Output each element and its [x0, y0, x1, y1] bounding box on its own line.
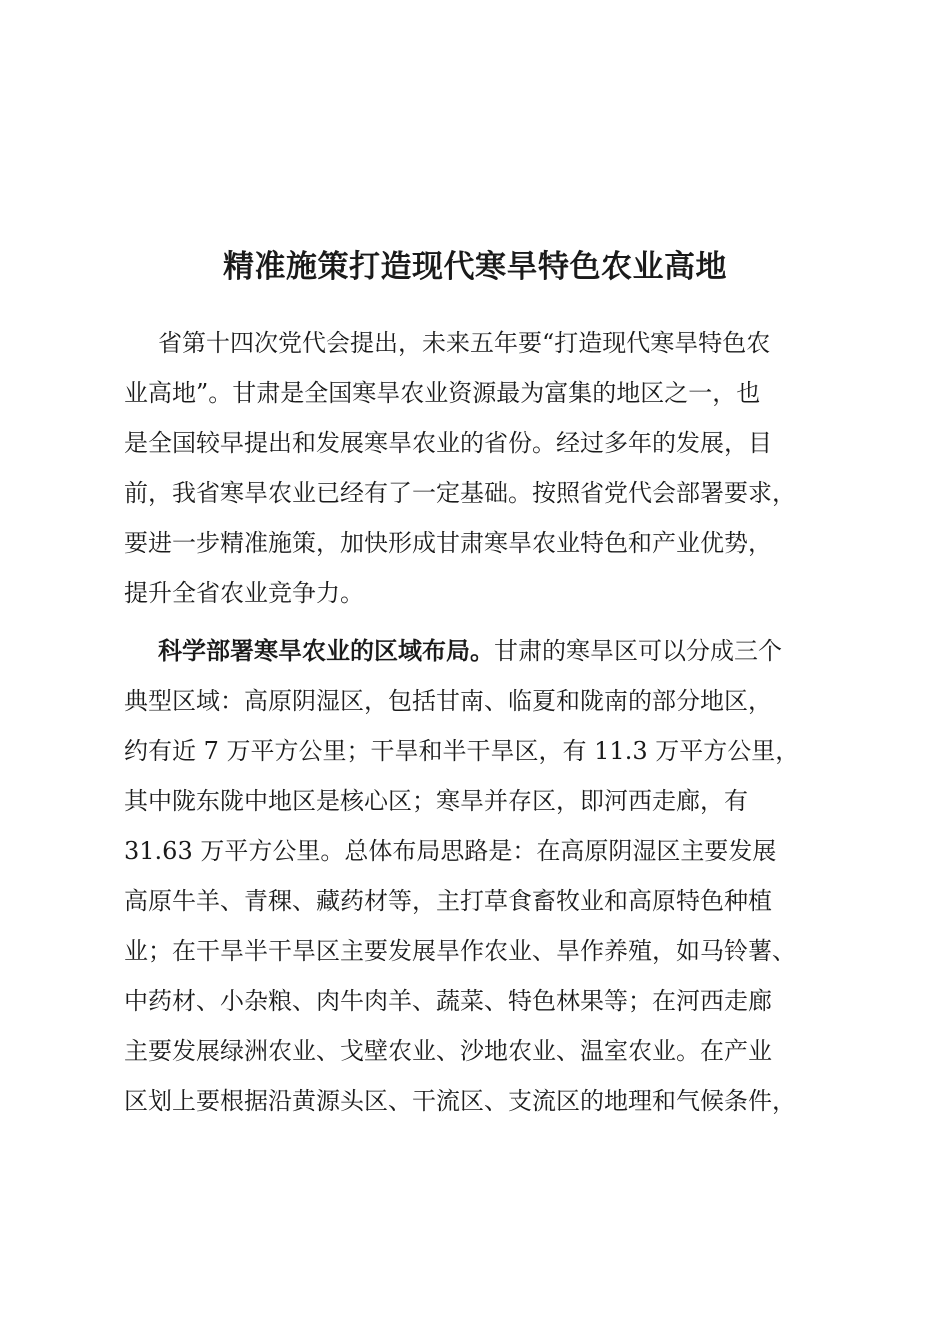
paragraph-line: 高原牛羊、青稞、藏药材等，主打草食畜牧业和高原特色种植	[124, 887, 772, 915]
paragraph-line: 主要发展绿洲农业、戈壁农业、沙地农业、温室农业。在产业	[124, 1037, 772, 1065]
paragraph-line: 是全国较早提出和发展寒旱农业的省份。经过多年的发展，目	[124, 429, 772, 457]
paragraph-intro	[124, 318, 836, 618]
paragraph-line-rest: 甘肃的寒旱区可以分成三个	[494, 637, 782, 665]
paragraph-line: 业高地”。甘肃是全国寒旱农业资源最为富集的地区之一，也	[124, 379, 761, 407]
paragraph-regional-layout	[124, 626, 836, 1126]
paragraph-line: 中药材、小杂粮、肉牛肉羊、蔬菜、特色林果等；在河西走廊	[124, 987, 772, 1015]
paragraph-line: 31.63 万平方公里。总体布局思路是：在高原阴湿区主要发展	[124, 837, 777, 865]
section-heading: 科学部署寒旱农业的区域布局。	[158, 636, 494, 665]
paragraph-line: 约有近 7 万平方公里；干旱和半干旱区，有 11.3 万平方公里，	[124, 737, 800, 765]
document-title: 精准施策打造现代寒旱特色农业高地	[223, 249, 727, 285]
paragraph-line: 前，我省寒旱农业已经有了一定基础。按照省党代会部署要求，	[124, 479, 796, 507]
paragraph-first-line	[124, 626, 836, 676]
paragraph-line: 业；在干旱半干旱区主要发展旱作农业、旱作养殖，如马铃薯、	[124, 937, 796, 965]
paragraph-line: 要进一步精准施策，加快形成甘肃寒旱农业特色和产业优势，	[124, 529, 772, 557]
paragraph-line: 提升全省农业竞争力。	[124, 579, 364, 607]
paragraph-line: 区划上要根据沿黄源头区、干流区、支流区的地理和气候条件，	[124, 1087, 796, 1115]
paragraph-line: 省第十四次党代会提出，未来五年要“打造现代寒旱特色农	[158, 329, 771, 357]
paragraph-line: 典型区域：高原阴湿区，包括甘南、临夏和陇南的部分地区，	[124, 687, 772, 715]
paragraph-line: 其中陇东陇中地区是核心区；寒旱并存区，即河西走廊，有	[124, 787, 748, 815]
